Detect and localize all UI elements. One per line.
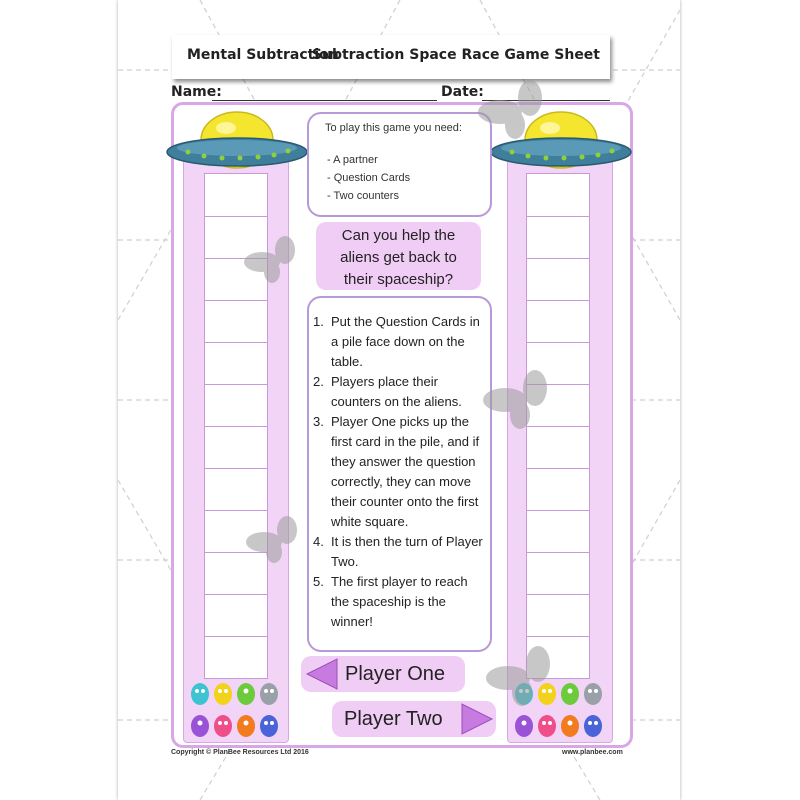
player-one-text: Player One xyxy=(345,663,446,685)
track-square xyxy=(205,552,267,594)
track-square xyxy=(527,510,589,552)
rule-number: 4. xyxy=(313,534,324,549)
date-field[interactable] xyxy=(482,100,610,101)
player-two-text: Player Two xyxy=(344,708,443,730)
alien-icon xyxy=(515,715,533,737)
ufo-icon xyxy=(490,110,632,170)
requirements-title: To play this game you need: xyxy=(325,122,462,134)
alien-icon xyxy=(237,683,255,705)
rule-text: Player One picks up the first card in the pile, and if they answer the question correctly, they can move their counter onto the first white square. xyxy=(331,414,480,529)
rule-number: 1. xyxy=(313,314,324,329)
player-one-label xyxy=(301,656,465,692)
rule-item xyxy=(313,412,489,532)
sheet-subject: Mental Subtraction xyxy=(187,47,339,63)
ufo-icon xyxy=(166,110,308,170)
name-field[interactable] xyxy=(212,100,437,101)
alien-icon xyxy=(237,715,255,737)
alien-counters-left xyxy=(188,678,286,742)
triangle-left-icon xyxy=(305,657,339,691)
alien-icon xyxy=(260,683,278,705)
alien-icon xyxy=(260,715,278,737)
rule-number: 5. xyxy=(313,574,324,589)
track-square xyxy=(205,216,267,258)
rule-item xyxy=(313,312,489,372)
rules-list xyxy=(313,312,489,632)
track-square xyxy=(205,426,267,468)
requirement-item: - Question Cards xyxy=(327,172,411,184)
alien-counters-right xyxy=(512,678,610,742)
rule-item xyxy=(313,372,489,412)
copyright-text: Copyright © PlanBee Resources Ltd 2016 xyxy=(171,749,309,756)
rules-box xyxy=(307,296,492,652)
track-square xyxy=(205,594,267,636)
question-banner xyxy=(316,222,481,290)
question-line: Can you help the xyxy=(341,227,456,244)
rule-number: 2. xyxy=(313,374,324,389)
date-label: Date: xyxy=(441,84,484,100)
question-line: aliens get back to xyxy=(340,249,457,266)
alien-icon xyxy=(515,683,533,705)
sheet-title: Subtraction Space Race Game Sheet xyxy=(311,47,600,63)
track-square xyxy=(205,510,267,552)
alien-icon xyxy=(214,683,232,705)
right-track xyxy=(526,173,590,679)
track-square xyxy=(205,342,267,384)
track-square xyxy=(527,384,589,426)
alien-icon xyxy=(191,683,209,705)
rule-item xyxy=(313,572,489,632)
header-banner xyxy=(172,35,610,79)
alien-icon xyxy=(561,715,579,737)
track-square xyxy=(205,636,267,678)
alien-icon xyxy=(538,715,556,737)
track-square xyxy=(205,468,267,510)
question-line: their spaceship? xyxy=(343,271,454,288)
alien-icon xyxy=(191,715,209,737)
track-square xyxy=(527,216,589,258)
track-square xyxy=(205,258,267,300)
track-square xyxy=(527,552,589,594)
rule-item xyxy=(313,532,489,572)
track-square xyxy=(527,594,589,636)
track-square xyxy=(527,636,589,678)
track-square xyxy=(527,426,589,468)
rule-text: The first player to reach the spaceship is the winner! xyxy=(331,574,468,629)
track-square xyxy=(205,300,267,342)
rule-number: 3. xyxy=(313,414,324,429)
rule-text: It is then the turn of Player Two. xyxy=(331,534,483,569)
track-square xyxy=(527,468,589,510)
requirement-item: - Two counters xyxy=(327,190,399,202)
player-two-label xyxy=(332,701,496,737)
rule-text: Put the Question Cards in a pile face down on the table. xyxy=(331,314,480,369)
alien-icon xyxy=(538,683,556,705)
alien-icon xyxy=(584,715,602,737)
requirement-item: - A partner xyxy=(327,154,378,166)
requirements-box xyxy=(307,112,492,217)
left-track xyxy=(204,173,268,679)
alien-icon xyxy=(561,683,579,705)
track-square xyxy=(527,342,589,384)
alien-icon xyxy=(584,683,602,705)
website-link[interactable]: www.planbee.com xyxy=(562,749,623,756)
track-square xyxy=(205,384,267,426)
name-label: Name: xyxy=(171,84,222,100)
triangle-right-icon xyxy=(460,702,494,736)
track-square xyxy=(527,258,589,300)
track-square xyxy=(527,300,589,342)
alien-icon xyxy=(214,715,232,737)
rule-text: Players place their counters on the aliens. xyxy=(331,374,462,409)
